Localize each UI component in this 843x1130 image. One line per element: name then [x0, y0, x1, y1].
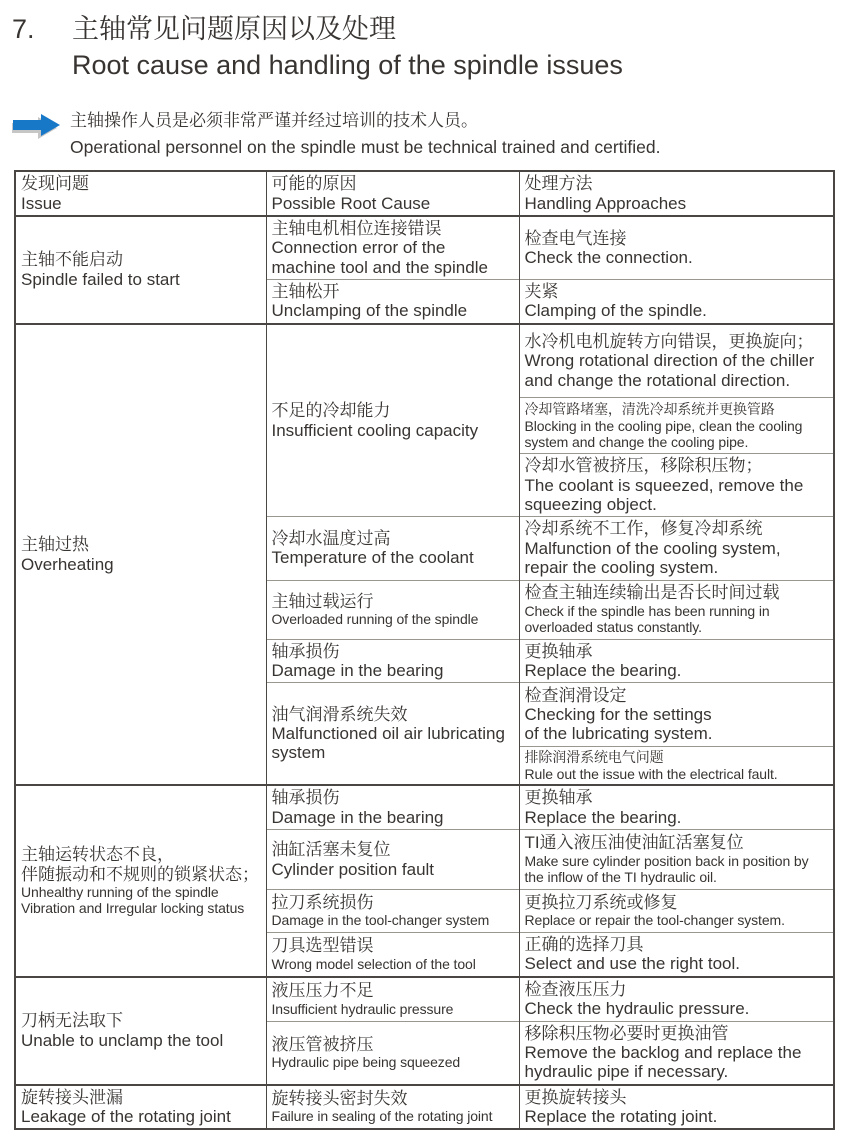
cell-handling [519, 933, 834, 977]
cause-en: Insufficient hydraulic pressure [271, 1000, 454, 1017]
handling-en: The coolant is squeezed, remove the squeezing object. [524, 475, 804, 515]
page-title-en: Root cause and handling of the spindle issues [72, 49, 623, 80]
handling-zh: 冷却系统不工作，修复冷却系统 [524, 519, 763, 539]
handling-en: Remove the backlog and replace the hydraulic pipe if necessary. [524, 1042, 802, 1082]
handling-zh: TI通入液压油使油缸活塞复位 [524, 833, 744, 853]
handling-en: Check the hydraulic pressure. [524, 999, 750, 1019]
cell-cause [266, 1085, 519, 1130]
note-text [70, 109, 831, 160]
issue-zh: 主轴不能启动 [21, 250, 123, 270]
issue-en: Unable to unclamp the tool [21, 1030, 224, 1050]
header-issue-en: Issue [21, 193, 62, 213]
cause-en: Hydraulic pipe being squeezed [271, 1054, 461, 1071]
cell-issue [15, 977, 266, 1085]
cause-en: Connection error of the machine tool and the spindle [271, 238, 488, 277]
page-title-zh: 主轴常见问题原因以及处理 [72, 14, 396, 44]
handling-zh: 夹紧 [524, 282, 559, 302]
handling-zh: 移除积压物必要时更换油管 [524, 1023, 729, 1043]
handling-zh: 冷却管路堵塞，清洗冷却系统并更换管路 [524, 400, 775, 417]
issue-en: Vibration and Irregular locking status [21, 900, 245, 917]
handling-zh: 检查电气连接 [524, 228, 627, 248]
header-handling-en: Handling Approaches [524, 193, 687, 213]
cell-cause [266, 216, 519, 280]
cause-en: Damage in the bearing [271, 807, 444, 827]
cause-zh: 刀具选型错误 [271, 936, 374, 956]
issue-en: Leakage of the rotating joint [21, 1107, 231, 1127]
handling-en: Blocking in the cooling pipe, clean the cooling system and change the cooling pipe. [524, 417, 803, 451]
cell-handling [519, 216, 834, 280]
cause-en: Unclamping of the spindle [271, 301, 468, 321]
handling-en: Malfunction of the cooling system, repair the cooling system. [524, 538, 781, 578]
cell-handling [519, 454, 834, 517]
cause-zh: 液压压力不足 [271, 981, 374, 1001]
handling-en: Replace the bearing. [524, 807, 682, 827]
cell-issue [15, 785, 266, 977]
header-issue [15, 171, 266, 216]
issue-en: Unhealthy running of the spindle [21, 883, 219, 900]
cause-zh: 主轴电机相位连接错误 [271, 218, 442, 238]
issue-en: Overheating [21, 554, 114, 574]
blue-right-arrow-icon [12, 109, 70, 145]
cell-cause [266, 977, 519, 1021]
handling-en: of the lubricating system. [524, 724, 713, 744]
cell-handling [519, 890, 834, 933]
cell-handling [519, 580, 834, 639]
handling-zh: 检查润滑设定 [524, 685, 627, 705]
cell-handling [519, 324, 834, 398]
handling-en: Check the connection. [524, 247, 693, 267]
cell-handling [519, 977, 834, 1021]
cell-cause [266, 580, 519, 639]
cause-zh: 油缸活塞未复位 [271, 840, 391, 860]
spindle-issues-table [14, 170, 835, 1130]
handling-en: Make sure cylinder position back in position by the inflow of the TI hydraulic oil. [524, 852, 809, 886]
section-number: 7. [12, 14, 35, 44]
handling-zh: 更换旋转接头 [524, 1087, 627, 1107]
table-row [15, 1085, 834, 1130]
handling-en: Replace or repair the tool-changer system. [524, 912, 785, 929]
table-row [15, 977, 834, 1021]
header-cause-en: Possible Root Cause [271, 193, 431, 213]
cell-cause [266, 639, 519, 683]
cell-cause [266, 785, 519, 829]
table-row [15, 216, 834, 280]
table-row [15, 785, 834, 829]
handling-zh: 更换拉刀系统或修复 [524, 893, 678, 913]
handling-en: Checking for the settings [524, 705, 712, 725]
issue-zh: 伴随振动和不规则的锁紧状态； [21, 864, 259, 884]
handling-zh: 检查主轴连续输出是否长时间过载 [524, 583, 780, 603]
page-title [72, 12, 831, 83]
cell-cause [266, 890, 519, 933]
cause-en: Wrong model selection of the tool [271, 955, 476, 972]
cause-en: Malfunctioned oil air lubricating system [271, 724, 505, 763]
cause-zh: 冷却水温度过高 [271, 529, 391, 549]
cell-cause [266, 324, 519, 517]
cell-cause [266, 517, 519, 580]
cell-issue [15, 216, 266, 324]
cause-en: Damage in the bearing [271, 660, 444, 680]
cell-issue [15, 1085, 266, 1130]
handling-zh: 更换轴承 [524, 788, 593, 808]
cell-cause [266, 1021, 519, 1085]
header-issue-zh: 发现问题 [21, 174, 89, 194]
handling-en: Check if the spindle has been running in overloaded status constantly. [524, 602, 770, 636]
cell-cause [266, 683, 519, 786]
table-header-row [15, 171, 834, 216]
issue-en: Spindle failed to start [21, 269, 180, 289]
cell-handling [519, 683, 834, 747]
cell-handling [519, 280, 834, 324]
cell-cause [266, 830, 519, 890]
cause-zh: 拉刀系统损伤 [271, 893, 374, 913]
handling-zh: 冷却水管被挤压，移除积压物； [524, 456, 763, 476]
cause-en: Overloaded running of the spindle [271, 610, 479, 627]
cell-issue [15, 324, 266, 786]
header-handling-zh: 处理方法 [524, 174, 593, 194]
handling-en: Replace the rotating joint. [524, 1107, 718, 1127]
handling-en: Wrong rotational direction of the chiller and change the rotational direction. [524, 351, 815, 390]
safety-note [12, 109, 831, 160]
header-cause [266, 171, 519, 216]
issue-zh: 主轴运转状态不良， [21, 845, 174, 865]
header-handling [519, 171, 834, 216]
handling-zh: 水冷机电机旋转方向错误，更换旋向； [524, 331, 814, 351]
cell-cause [266, 280, 519, 324]
cause-en: Temperature of the coolant [271, 548, 474, 568]
cell-cause [266, 933, 519, 977]
handling-zh: 正确的选择刀具 [524, 935, 644, 955]
cell-handling [519, 747, 834, 786]
handling-zh: 排除润滑系统电气问题 [524, 749, 664, 766]
cause-zh: 液压管被挤压 [271, 1034, 374, 1054]
handling-en: Rule out the issue with the electrical fault. [524, 765, 778, 782]
cause-zh: 油气润滑系统失效 [271, 704, 408, 724]
cause-zh: 主轴松开 [271, 282, 340, 302]
cause-en: Insufficient cooling capacity [271, 420, 479, 440]
issue-zh: 主轴过热 [21, 535, 89, 555]
issue-zh: 刀柄无法取下 [21, 1011, 123, 1031]
cell-handling [519, 1085, 834, 1130]
cell-handling [519, 398, 834, 454]
cause-zh: 旋转接头密封失效 [271, 1089, 408, 1109]
cause-en: Failure in sealing of the rotating joint [271, 1108, 493, 1125]
cell-handling [519, 1021, 834, 1085]
cell-handling [519, 639, 834, 683]
handling-en: Select and use the right tool. [524, 954, 740, 974]
issue-zh: 旋转接头泄漏 [21, 1087, 123, 1107]
handling-zh: 检查液压压力 [524, 979, 627, 999]
cause-zh: 轴承损伤 [271, 641, 340, 661]
cause-zh: 不足的冷却能力 [271, 401, 391, 421]
note-en: Operational personnel on the spindle must be technical trained and certified. [70, 136, 661, 157]
cell-handling [519, 785, 834, 829]
cause-en: Damage in the tool-changer system [271, 912, 490, 929]
cause-zh: 主轴过载运行 [271, 591, 374, 611]
table-row [15, 324, 834, 398]
page-heading [12, 12, 831, 83]
handling-en: Clamping of the spindle. [524, 301, 707, 321]
note-zh: 主轴操作人员是必须非常严谨并经过培训的技术人员。 [70, 111, 478, 131]
header-cause-zh: 可能的原因 [271, 174, 357, 194]
cell-handling [519, 517, 834, 580]
cause-zh: 轴承损伤 [271, 788, 340, 808]
cause-en: Cylinder position fault [271, 859, 435, 879]
handling-zh: 更换轴承 [524, 641, 593, 661]
cell-handling [519, 830, 834, 890]
handling-en: Replace the bearing. [524, 660, 682, 680]
